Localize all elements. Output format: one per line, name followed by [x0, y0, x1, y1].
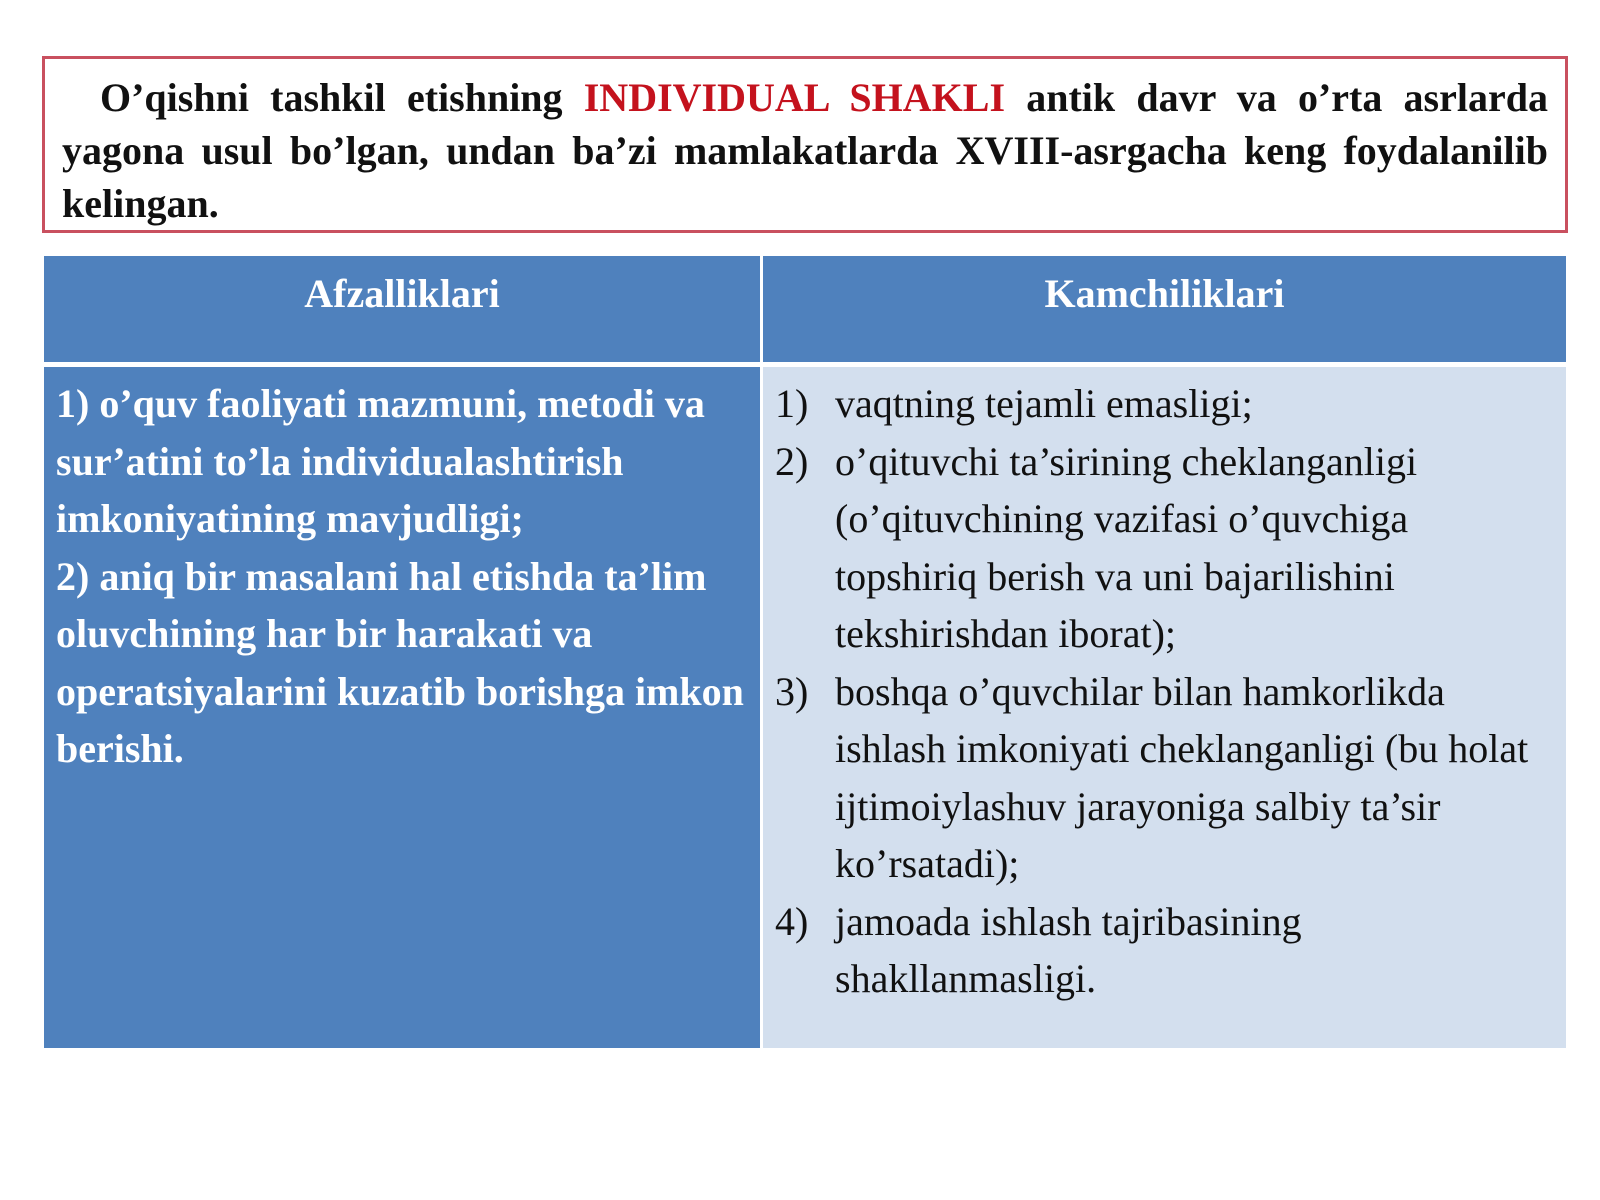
disadvantages-cell	[763, 367, 1566, 1048]
disadvantage-number: 4)	[775, 898, 809, 944]
header-advantages: Afzalliklari	[44, 256, 760, 362]
intro-text-before: O’qishni tashkil etishning	[100, 75, 584, 120]
disadvantages-list	[775, 375, 1536, 1008]
advantage-item-1: 1) o’quv faoliyati mazmuni, metodi va sur’atini to’la individualashtirish imkoniyatining mavjudligi;	[56, 381, 705, 541]
disadvantage-number: 3)	[775, 668, 809, 714]
intro-text	[62, 71, 1548, 230]
disadvantage-number: 1)	[775, 381, 809, 426]
disadvantage-number: 2)	[775, 438, 809, 484]
disadvantage-text: jamoada ishlash tajribasining shakllanmasligi.	[835, 898, 1302, 1001]
intro-text-after: antik davr va o’rta asrlarda yagona usul bo’lgan, undan ba’zi mamlakatlarda XVIII-asrgacha keng foydalanilib kelingan.	[62, 75, 1548, 226]
comparison-table	[44, 256, 1566, 1048]
intro-box	[42, 56, 1568, 233]
disadvantage-item-2	[775, 433, 1536, 663]
advantage-item-2: 2) aniq bir masalani hal etishda ta’lim oluvchining har bir harakati va operatsiyalarini kuzatib borishga imkon berishi.	[56, 553, 744, 771]
advantages-cell	[44, 367, 760, 1048]
disadvantage-item-3	[775, 663, 1536, 893]
header-disadvantages: Kamchiliklari	[763, 256, 1566, 362]
disadvantage-text: o’qituvchi ta’sirining cheklanganligi (o’qituvchining vazifasi o’quvchiga topshiriq berish va uni bajarilishini tekshirishdan iborat);	[835, 438, 1418, 656]
disadvantage-item-4	[775, 893, 1536, 1008]
disadvantage-text: vaqtning tejamli emasligi;	[835, 381, 1253, 426]
disadvantage-text: boshqa o’quvchilar bilan hamkorlikda ishlash imkoniyati cheklanganligi (bu holat ijtimoiylashuv jarayoniga salbiy ta’sir ko’rsatadi);	[835, 668, 1529, 886]
disadvantage-item-1	[775, 375, 1536, 433]
intro-highlight: INDIVIDUAL SHAKLI	[583, 75, 1006, 120]
